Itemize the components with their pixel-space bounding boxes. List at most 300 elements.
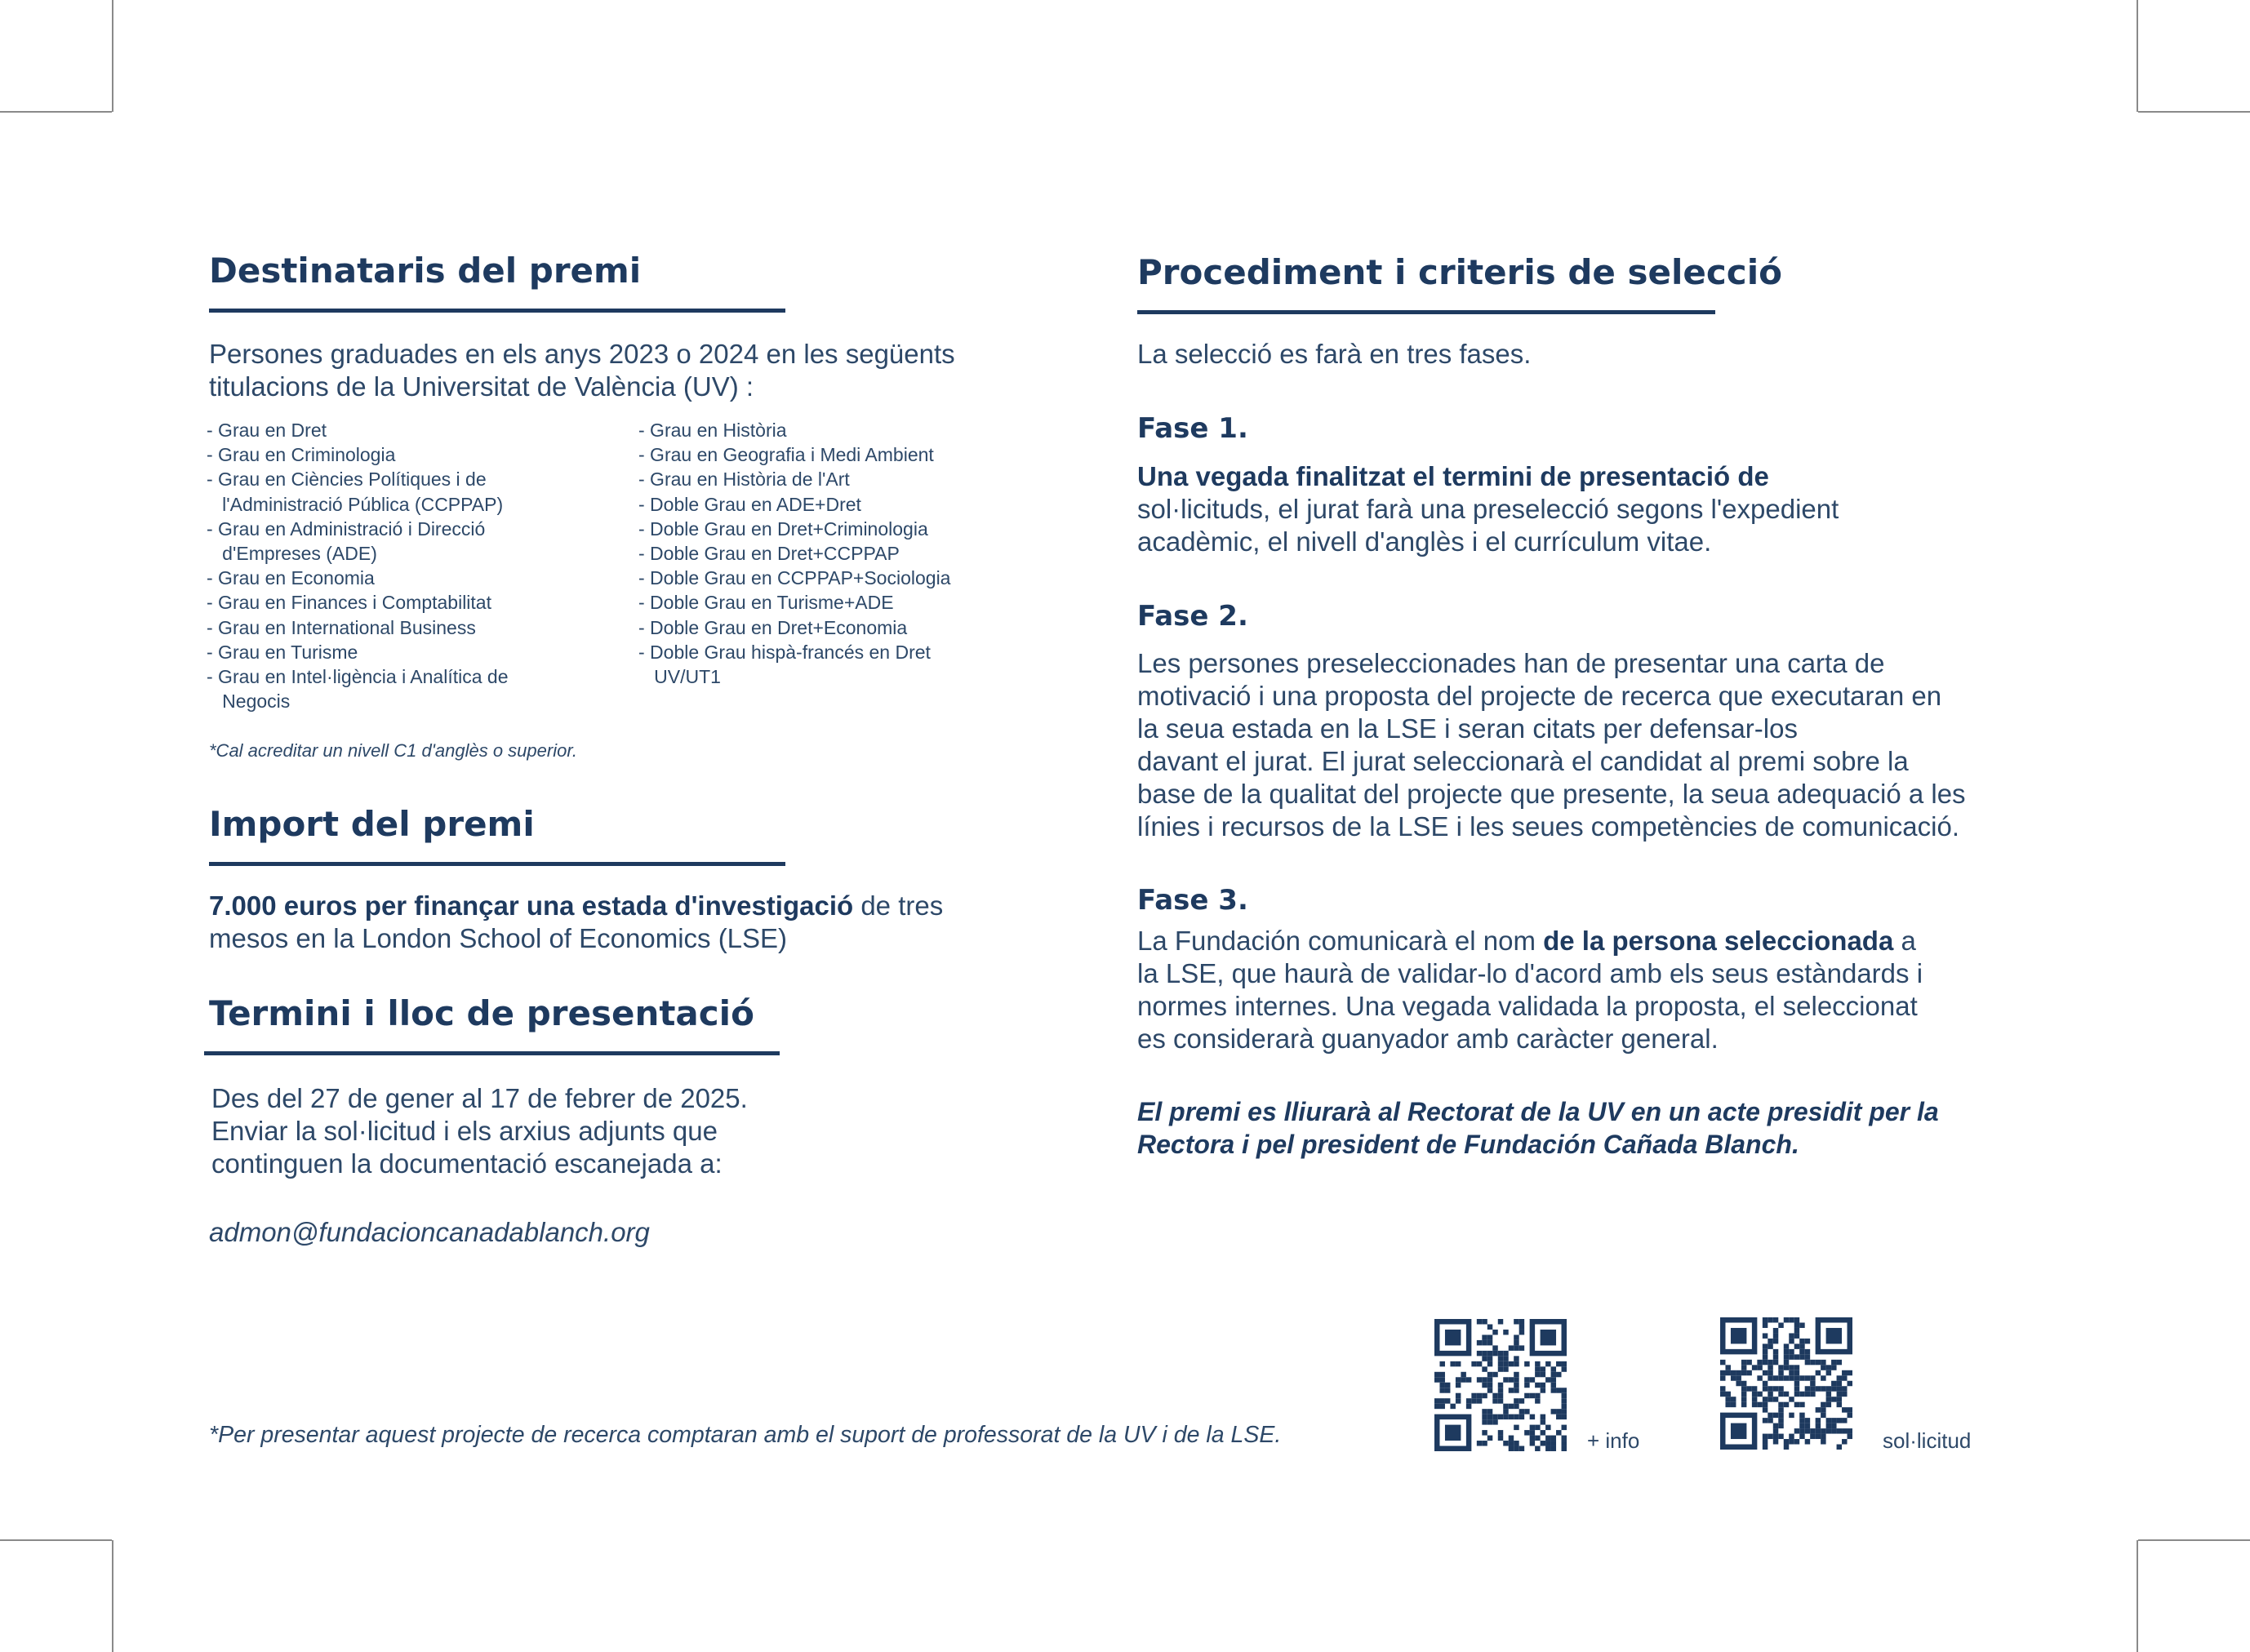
- qr-module: [1799, 1354, 1804, 1359]
- import-line-2: mesos en la London School of Economics (LSE): [209, 923, 788, 953]
- qr-module: [1487, 1324, 1492, 1329]
- qr-module: [1477, 1351, 1482, 1356]
- qr-module: [1773, 1423, 1778, 1428]
- procediment-intro: La selecció es farà en tres fases.: [1137, 339, 1532, 369]
- qr-module: [1778, 1402, 1783, 1407]
- titulacio-item: - Grau en Geografia i Medi Ambient: [638, 444, 934, 466]
- qr-module: [1562, 1425, 1567, 1430]
- qr-module: [1805, 1354, 1810, 1359]
- qr-module: [1831, 1386, 1836, 1391]
- qr-module: [1725, 1397, 1730, 1401]
- qr-module: [1799, 1375, 1804, 1380]
- termini-line-3: continguen la documentació escanejada a:: [211, 1148, 723, 1179]
- qr-module: [1720, 1375, 1725, 1380]
- termini-rule: [204, 1051, 780, 1055]
- qr-module: [1519, 1345, 1524, 1350]
- qr-module: [1831, 1381, 1836, 1386]
- qr-module: [1519, 1324, 1524, 1329]
- qr-module: [1763, 1397, 1768, 1401]
- qr-module: [1789, 1333, 1794, 1338]
- qr-module: [1482, 1441, 1487, 1446]
- qr-module: [1498, 1436, 1503, 1441]
- qr-module: [1794, 1343, 1799, 1348]
- qr-module: [1848, 1428, 1852, 1433]
- titulacio-item: - Grau en Història de l'Art: [638, 469, 850, 491]
- qr-module: [1731, 1397, 1736, 1401]
- titulacio-item: - Doble Grau en Dret+CCPPAP: [638, 543, 900, 565]
- qr-module: [1509, 1414, 1514, 1419]
- qr-module: [1768, 1418, 1772, 1423]
- qr-module: [1741, 1381, 1746, 1386]
- qr-module: [1482, 1319, 1487, 1324]
- qr-module: [1805, 1375, 1810, 1380]
- qr-module: [1826, 1386, 1831, 1391]
- qr-module: [1466, 1404, 1471, 1409]
- qr-module: [1720, 1370, 1725, 1375]
- qr-module: [1556, 1361, 1561, 1366]
- fase-2-line: la seua estada en la LSE i seran citats per defensar-los: [1137, 713, 1798, 744]
- qr-module: [1794, 1328, 1799, 1333]
- qr-module: [1720, 1392, 1725, 1397]
- qr-module: [1503, 1366, 1508, 1371]
- qr-module: [1514, 1345, 1519, 1350]
- qr-module: [1784, 1439, 1789, 1444]
- qr-module: [1789, 1339, 1794, 1343]
- qr-finder-inner: [1445, 1330, 1461, 1345]
- qr-module: [1509, 1404, 1514, 1409]
- contact-email-link[interactable]: admon@fundacioncanadablanch.org: [209, 1217, 650, 1247]
- qr-module: [1562, 1388, 1567, 1392]
- qr-module: [1562, 1441, 1567, 1446]
- qr-module: [1805, 1392, 1810, 1397]
- qr-module: [1514, 1383, 1519, 1388]
- qr-module: [1514, 1425, 1519, 1430]
- qr-module: [1541, 1388, 1545, 1392]
- qr-module: [1503, 1377, 1508, 1382]
- qr-module: [1445, 1383, 1450, 1388]
- qr-module: [1541, 1372, 1545, 1377]
- qr-module: [1487, 1388, 1492, 1392]
- qr-module: [1799, 1322, 1804, 1327]
- fase-2-line: línies i recursos de la LSE i les seues competències de comunicació.: [1137, 811, 1959, 842]
- qr-module: [1848, 1407, 1852, 1412]
- qr-module: [1826, 1423, 1831, 1428]
- qr-module: [1530, 1436, 1535, 1441]
- titulacions-list-right: [638, 418, 950, 689]
- termini-line-2: Enviar la sol·licitud i els arxius adjunts que: [211, 1116, 718, 1146]
- qr-module: [1509, 1377, 1514, 1382]
- qr-module: [1752, 1392, 1757, 1397]
- qr-module: [1773, 1354, 1778, 1359]
- qr-module: [1773, 1333, 1778, 1338]
- qr-module: [1524, 1393, 1529, 1398]
- qr-module: [1503, 1441, 1508, 1446]
- qr-module: [1482, 1430, 1487, 1435]
- qr-module: [1487, 1409, 1492, 1414]
- qr-module: [1498, 1388, 1503, 1392]
- qr-module: [1842, 1407, 1847, 1412]
- qr-module: [1456, 1361, 1461, 1366]
- qr-module: [1487, 1383, 1492, 1388]
- qr-module: [1556, 1388, 1561, 1392]
- qr-module: [1498, 1351, 1503, 1356]
- qr-module: [1784, 1365, 1789, 1370]
- qr-module: [1831, 1397, 1836, 1401]
- qr-module: [1509, 1446, 1514, 1451]
- import-heading: Import del premi: [209, 804, 535, 844]
- qr-module: [1562, 1404, 1567, 1409]
- qr-module: [1778, 1322, 1783, 1327]
- qr-module: [1746, 1386, 1751, 1391]
- qr-module: [1763, 1354, 1768, 1359]
- qr-module: [1763, 1343, 1768, 1348]
- qr-module: [1805, 1428, 1810, 1433]
- qr-module: [1763, 1333, 1768, 1338]
- fase-2-heading: Fase 2.: [1137, 600, 1248, 633]
- titulacio-item: l'Administració Pública (CCPPAP): [207, 493, 504, 515]
- qr-module: [1471, 1361, 1476, 1366]
- qr-module: [1514, 1361, 1519, 1366]
- qr-module: [1826, 1402, 1831, 1407]
- qr-module: [1784, 1402, 1789, 1407]
- procediment-heading: Procediment i criteris de selecció: [1137, 252, 1782, 292]
- qr-module: [1509, 1441, 1514, 1446]
- qr-module: [1810, 1434, 1815, 1439]
- qr-module: [1778, 1418, 1783, 1423]
- qr-module: [1768, 1397, 1772, 1401]
- qr-module: [1842, 1386, 1847, 1391]
- qr-module: [1482, 1383, 1487, 1388]
- qr-module: [1471, 1398, 1476, 1403]
- crop-mark-bottom-left-h: [0, 1539, 112, 1541]
- qr-module: [1821, 1365, 1825, 1370]
- qr-module: [1487, 1334, 1492, 1339]
- qr-module: [1784, 1317, 1789, 1322]
- qr-module: [1763, 1317, 1768, 1322]
- qr-module: [1509, 1345, 1514, 1350]
- qr-module: [1551, 1383, 1556, 1388]
- qr-module: [1805, 1423, 1810, 1428]
- qr-module: [1545, 1446, 1550, 1451]
- qr-module: [1487, 1356, 1492, 1361]
- crop-mark-top-left-h: [0, 111, 112, 113]
- titulacio-item: - Doble Grau en Turisme+ADE: [638, 592, 894, 614]
- qr-module: [1456, 1393, 1461, 1398]
- qr-module: [1498, 1319, 1503, 1324]
- qr-module: [1477, 1361, 1482, 1366]
- qr-module: [1799, 1392, 1804, 1397]
- qr-module: [1821, 1428, 1825, 1433]
- qr-module: [1498, 1383, 1503, 1388]
- qr-module: [1821, 1434, 1825, 1439]
- qr-module: [1837, 1397, 1842, 1401]
- qr-module: [1482, 1366, 1487, 1371]
- qr-module: [1514, 1319, 1519, 1324]
- qr-module: [1530, 1441, 1535, 1446]
- qr-module: [1752, 1397, 1757, 1401]
- qr-module: [1794, 1428, 1799, 1433]
- qr-module: [1773, 1413, 1778, 1418]
- qr-module: [1720, 1386, 1725, 1391]
- qr-module: [1456, 1383, 1461, 1388]
- qr-module: [1535, 1361, 1540, 1366]
- qr-module: [1492, 1393, 1497, 1398]
- qr-module: [1768, 1317, 1772, 1322]
- qr-module: [1816, 1360, 1821, 1365]
- qr-module: [1784, 1349, 1789, 1354]
- qr-module: [1842, 1418, 1847, 1423]
- fase-3-line-1-strong: de la persona seleccionada: [1543, 926, 1894, 956]
- qr-module: [1778, 1434, 1783, 1439]
- qr-module: [1439, 1377, 1444, 1382]
- qr-module: [1503, 1361, 1508, 1366]
- titulacio-item: - Grau en Economia: [207, 567, 375, 589]
- qr-module: [1530, 1393, 1535, 1398]
- qr-module: [1799, 1349, 1804, 1354]
- titulacio-item: UV/UT1: [638, 666, 721, 688]
- qr-module: [1831, 1365, 1836, 1370]
- qr-module: [1545, 1441, 1550, 1446]
- fase-2-line: base de la qualitat del projecte que presente, la seua adequació a les: [1137, 779, 1966, 809]
- qr-module: [1541, 1366, 1545, 1371]
- qr-module: [1789, 1439, 1794, 1444]
- qr-module: [1837, 1402, 1842, 1407]
- titulacio-item: - Grau en International Business: [207, 616, 476, 638]
- titulacio-item: - Grau en Administració i Direcció: [207, 517, 486, 540]
- titulacio-item: - Grau en Dret: [207, 420, 327, 441]
- destinataris-intro: [209, 338, 955, 403]
- qr-module: [1826, 1428, 1831, 1433]
- qr-code-solicitud[interactable]: [1720, 1317, 1852, 1450]
- fase-2-line: motivació i una proposta del projecte de recerca que executaran en: [1137, 681, 1942, 711]
- qr-finder-inner: [1731, 1328, 1746, 1343]
- qr-module: [1773, 1434, 1778, 1439]
- qr-module: [1492, 1419, 1497, 1424]
- import-text: [209, 890, 943, 955]
- fase-2-text: [1137, 647, 1966, 843]
- qr-module: [1757, 1402, 1762, 1407]
- qr-module: [1498, 1361, 1503, 1366]
- intro-line-1: Persones graduades en els anys 2023 o 2024 en les següents: [209, 339, 955, 369]
- qr-module: [1763, 1349, 1768, 1354]
- qr-module: [1477, 1441, 1482, 1446]
- qr-module: [1794, 1381, 1799, 1386]
- qr-module: [1741, 1397, 1746, 1401]
- qr-module: [1456, 1398, 1461, 1403]
- qr-module: [1551, 1372, 1556, 1377]
- fase-3-heading: Fase 3.: [1137, 884, 1248, 917]
- qr-module: [1826, 1392, 1831, 1397]
- qr-module: [1535, 1446, 1540, 1451]
- qr-module: [1805, 1439, 1810, 1444]
- fase-1-line-3: acadèmic, el nivell d'anglès i el currículum vitae.: [1137, 526, 1712, 557]
- qr-module: [1545, 1425, 1550, 1430]
- titulacio-item: Negocis: [207, 691, 291, 713]
- qr-module: [1514, 1398, 1519, 1403]
- qr-module: [1503, 1414, 1508, 1419]
- qr-module: [1439, 1361, 1444, 1366]
- qr-module: [1524, 1430, 1529, 1435]
- qr-module: [1799, 1413, 1804, 1418]
- qr-module: [1514, 1414, 1519, 1419]
- qr-module: [1773, 1339, 1778, 1343]
- titulacio-item: - Grau en Criminologia: [207, 444, 396, 466]
- crop-mark-top-right-v: [2137, 0, 2138, 112]
- qr-module: [1810, 1375, 1815, 1380]
- qr-module: [1562, 1398, 1567, 1403]
- qr-module: [1535, 1393, 1540, 1398]
- qr-module: [1763, 1370, 1768, 1375]
- qr-module: [1746, 1360, 1751, 1365]
- qr-module: [1503, 1404, 1508, 1409]
- qr-module: [1768, 1343, 1772, 1348]
- qr-module: [1741, 1386, 1746, 1391]
- qr-module: [1439, 1404, 1444, 1409]
- qr-module: [1456, 1377, 1461, 1382]
- qr-module: [1562, 1446, 1567, 1451]
- titulacio-item: - Grau en Ciències Polítiques i de: [207, 469, 487, 491]
- qr-module: [1450, 1361, 1455, 1366]
- qr-module: [1799, 1418, 1804, 1423]
- qr-module: [1562, 1414, 1567, 1419]
- qr-module: [1773, 1349, 1778, 1354]
- qr-module: [1477, 1377, 1482, 1382]
- qr-module: [1799, 1343, 1804, 1348]
- qr-module: [1768, 1375, 1772, 1380]
- qr-module: [1562, 1361, 1567, 1366]
- qr-module: [1778, 1407, 1783, 1412]
- qr-module: [1487, 1419, 1492, 1424]
- qr-module: [1842, 1370, 1847, 1375]
- qr-module: [1439, 1383, 1444, 1388]
- qr-module: [1831, 1423, 1836, 1428]
- closing-statement: [1137, 1095, 1939, 1161]
- qr-module: [1821, 1360, 1825, 1365]
- qr-module: [1816, 1418, 1821, 1423]
- qr-module: [1826, 1370, 1831, 1375]
- qr-module: [1445, 1388, 1450, 1392]
- qr-module: [1541, 1383, 1545, 1388]
- qr-module: [1487, 1372, 1492, 1377]
- import-rule: [209, 862, 785, 866]
- qr-module: [1519, 1330, 1524, 1334]
- titulacio-item: d'Empreses (ADE): [207, 543, 377, 565]
- qr-module: [1545, 1377, 1550, 1382]
- qr-module: [1773, 1386, 1778, 1391]
- termini-text: [211, 1082, 748, 1180]
- qr-module: [1842, 1392, 1847, 1397]
- qr-module: [1514, 1446, 1519, 1451]
- qr-module: [1794, 1322, 1799, 1327]
- qr-code-info[interactable]: [1434, 1319, 1567, 1451]
- crop-mark-bottom-right-v: [2137, 1540, 2138, 1652]
- qr-module: [1763, 1386, 1768, 1391]
- qr-module: [1482, 1356, 1487, 1361]
- qr-module: [1794, 1402, 1799, 1407]
- qr-module: [1821, 1407, 1825, 1412]
- qr-module: [1725, 1392, 1730, 1397]
- crop-mark-top-right-h: [2138, 111, 2250, 113]
- qr-module: [1535, 1398, 1540, 1403]
- fase-3-line-1b: a: [1893, 926, 1916, 956]
- qr-module: [1757, 1375, 1762, 1380]
- qr-module: [1757, 1365, 1762, 1370]
- qr-module: [1535, 1372, 1540, 1377]
- qr-module: [1562, 1436, 1567, 1441]
- qr-module: [1789, 1349, 1794, 1354]
- qr-module: [1763, 1439, 1768, 1444]
- qr-module: [1768, 1434, 1772, 1439]
- qr-module: [1784, 1343, 1789, 1348]
- qr-module: [1519, 1446, 1524, 1451]
- termini-heading: Termini i lloc de presentació: [209, 993, 754, 1033]
- qr-module: [1556, 1414, 1561, 1419]
- qr-module: [1842, 1439, 1847, 1444]
- qr-module: [1541, 1419, 1545, 1424]
- qr-module: [1482, 1414, 1487, 1419]
- qr-module: [1725, 1402, 1730, 1407]
- qr-module: [1562, 1409, 1567, 1414]
- qr-module: [1439, 1398, 1444, 1403]
- qr-module: [1821, 1439, 1825, 1444]
- qr-module: [1821, 1386, 1825, 1391]
- qr-module: [1757, 1360, 1762, 1365]
- qr-module: [1763, 1445, 1768, 1450]
- qr-module: [1492, 1351, 1497, 1356]
- qr-module: [1741, 1402, 1746, 1407]
- qr-module: [1482, 1409, 1487, 1414]
- qr-module: [1816, 1407, 1821, 1412]
- qr-module: [1778, 1370, 1783, 1375]
- titulacio-item: - Grau en Història: [638, 420, 787, 441]
- qr-module: [1773, 1360, 1778, 1365]
- qr-module: [1503, 1351, 1508, 1356]
- qr-module: [1524, 1409, 1529, 1414]
- qr-module: [1810, 1392, 1815, 1397]
- qr-module: [1524, 1361, 1529, 1366]
- qr-module: [1763, 1322, 1768, 1327]
- fase-1-line-1: Una vegada finalitzat el termini de presentació de: [1137, 461, 1769, 491]
- qr-module: [1482, 1334, 1487, 1339]
- import-duration: de tres: [853, 890, 944, 921]
- qr-module: [1773, 1317, 1778, 1322]
- qr-module: [1810, 1360, 1815, 1365]
- fase-3-line-2: la LSE, que haurà de validar-lo d'acord amb els seus estàndards i: [1137, 958, 1923, 988]
- qr-module: [1778, 1423, 1783, 1428]
- qr-module: [1461, 1377, 1465, 1382]
- qr-module: [1794, 1392, 1799, 1397]
- qr-module: [1434, 1404, 1439, 1409]
- qr-module: [1848, 1413, 1852, 1418]
- qr-module: [1778, 1375, 1783, 1380]
- qr-module: [1784, 1354, 1789, 1359]
- qr-module: [1842, 1375, 1847, 1380]
- qr-module: [1562, 1393, 1567, 1398]
- qr-module: [1466, 1398, 1471, 1403]
- termini-line-1: Des del 27 de gener al 17 de febrer de 2025.: [211, 1083, 748, 1113]
- qr-module: [1810, 1386, 1815, 1391]
- qr-module: [1816, 1428, 1821, 1433]
- qr-module: [1799, 1423, 1804, 1428]
- qr-module: [1439, 1388, 1444, 1392]
- qr-solicitud-label: sol·licitud: [1883, 1428, 1972, 1453]
- qr-module: [1439, 1372, 1444, 1377]
- qr-module: [1799, 1434, 1804, 1439]
- qr-module: [1784, 1392, 1789, 1397]
- qr-module: [1805, 1386, 1810, 1391]
- qr-module: [1736, 1381, 1741, 1386]
- qr-module: [1842, 1428, 1847, 1433]
